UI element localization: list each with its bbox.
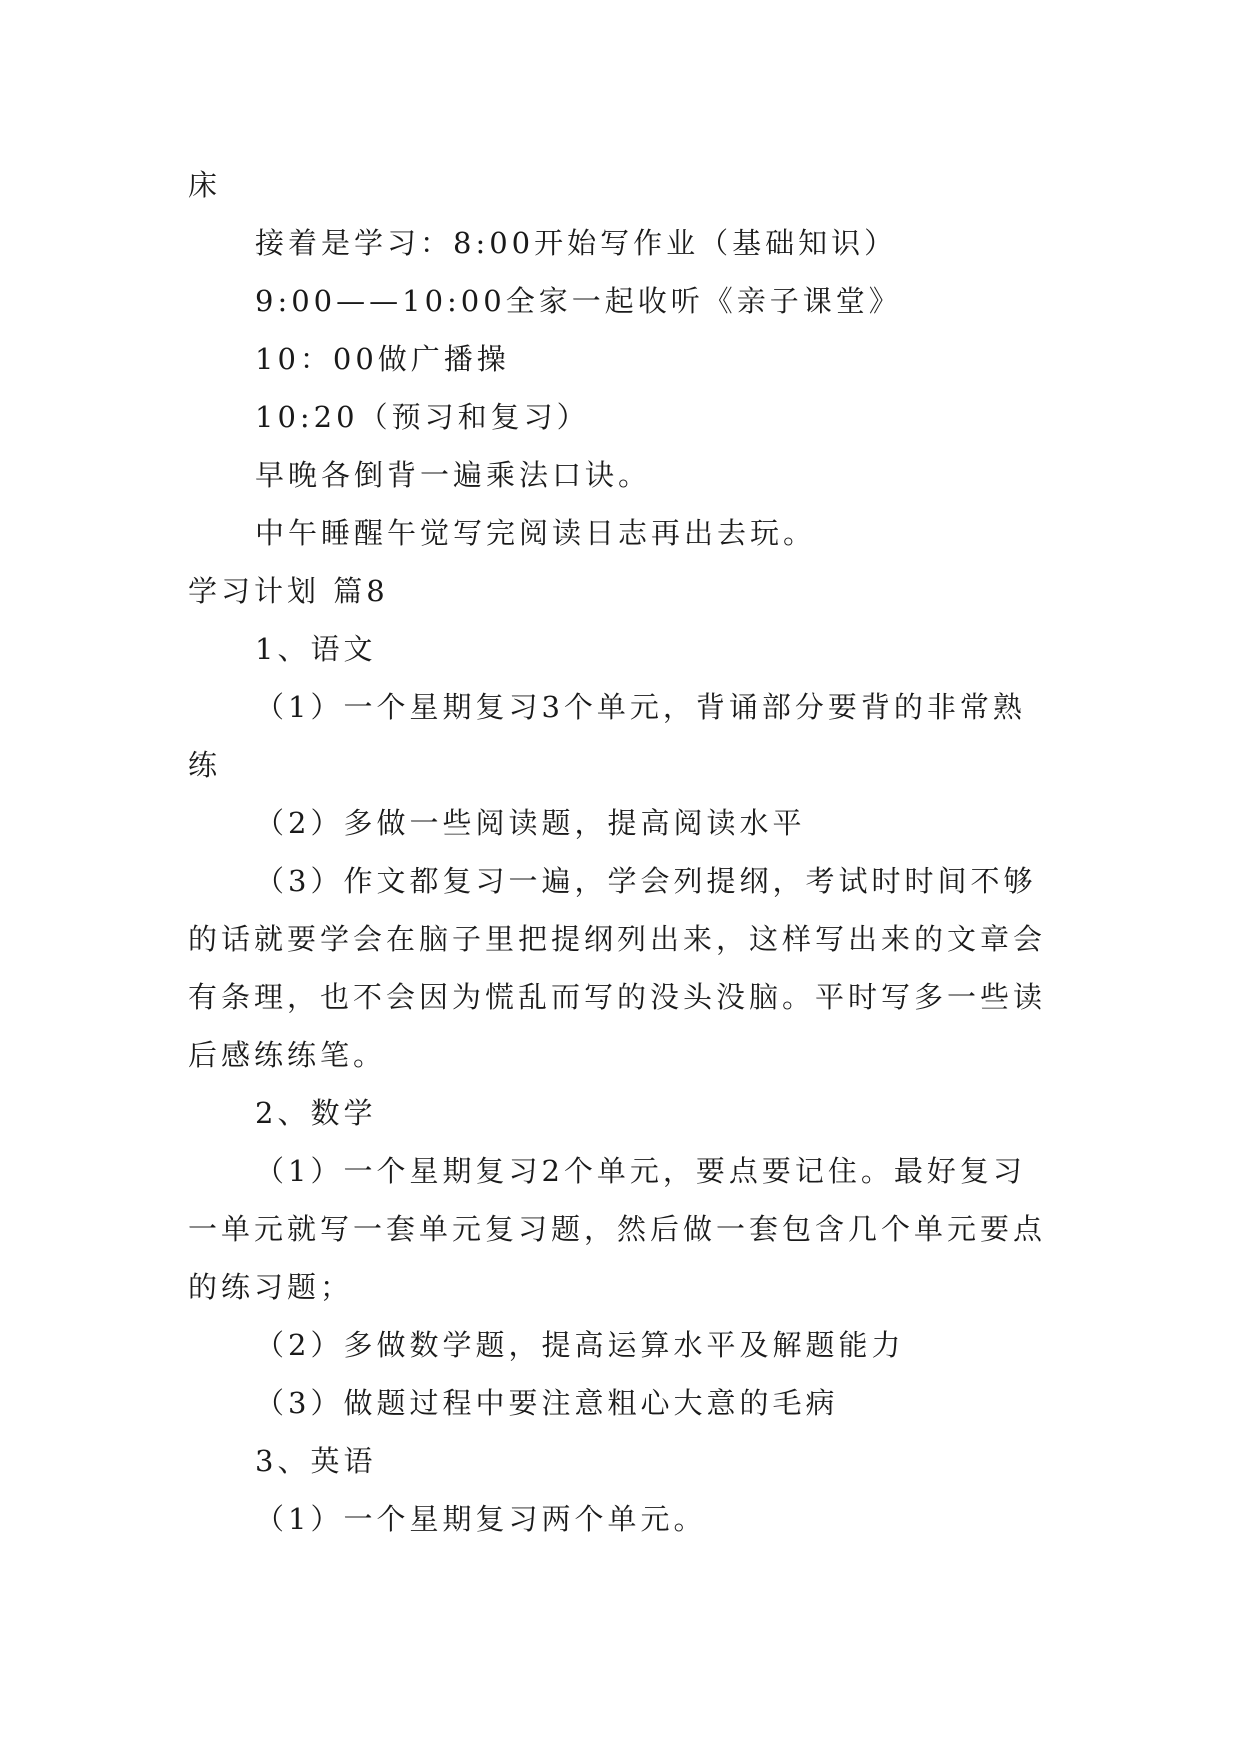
text-line: （3）作文都复习一遍，学会列提纲，考试时时间不够 [255,864,1037,898]
text-line: （2）多做一些阅读题，提高阅读水平 [255,806,806,840]
text-line: 9:00——10:00全家一起收听《亲子课堂》 [255,284,902,318]
subject-heading: 3、英语 [255,1444,377,1478]
text-line: （1）一个星期复习3个单元，背诵部分要背的非常熟 [255,690,1026,724]
text-line: 一单元就写一套单元复习题，然后做一套包含几个单元要点 [188,1212,1047,1246]
subject-heading: 1、语文 [255,632,377,666]
text-line: 的练习题； [188,1270,354,1304]
text-line: 早晚各倒背一遍乘法口诀。 [255,458,652,492]
text-line: （2）多做数学题，提高运算水平及解题能力 [255,1328,905,1362]
subject-heading: 2、数学 [255,1096,377,1130]
text-line: 接着是学习：8:00开始写作业（基础知识） [255,226,898,260]
text-line: 有条理，也不会因为慌乱而写的没头没脑。平时写多一些读 [188,980,1047,1014]
text-line: （1）一个星期复习两个单元。 [255,1502,707,1536]
text-line: 练 [188,748,222,782]
text-line: 10：00做广播操 [255,342,510,376]
text-line: （3）做题过程中要注意粗心大意的毛病 [255,1386,839,1420]
text-line: 中午睡醒午觉写完阅读日志再出去玩。 [255,516,817,550]
text-line: 后感练练笔。 [188,1038,387,1072]
text-line: 的话就要学会在脑子里把提纲列出来，这样写出来的文章会 [188,922,1047,956]
text-line: 10:20（预习和复习） [255,400,590,434]
text-line: 床 [188,168,222,202]
text-line: （1）一个星期复习2个单元，要点要记住。最好复习 [255,1154,1026,1188]
section-heading: 学习计划 篇8 [188,574,389,608]
